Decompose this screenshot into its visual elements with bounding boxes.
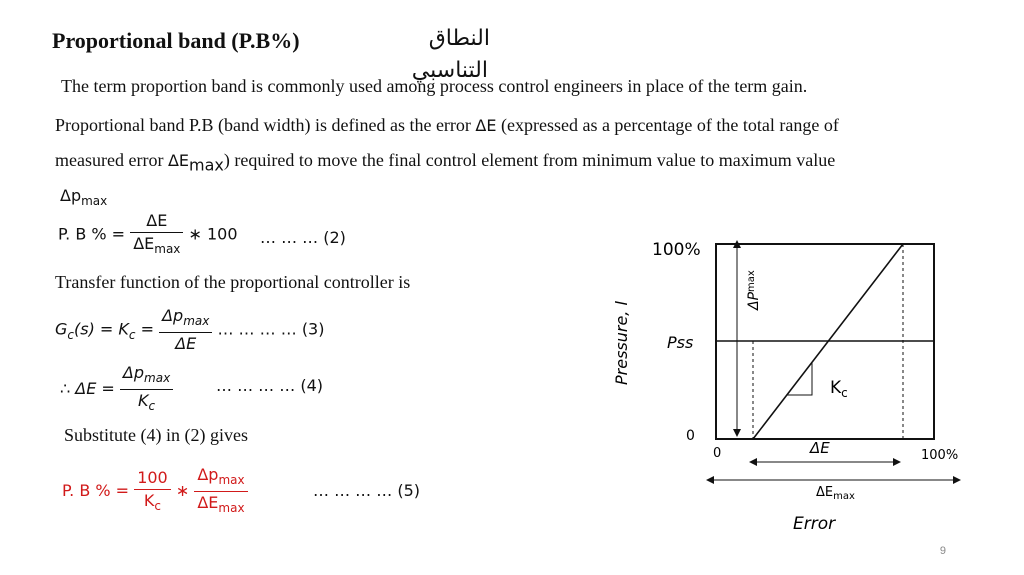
eq2-fraction	[130, 210, 183, 260]
eq5-f1-denominator	[134, 490, 171, 517]
subscript: max	[218, 473, 245, 488]
definition-text: Proportional band P.B (band width) is defined as the error	[55, 115, 476, 135]
equation-2	[58, 210, 238, 260]
eq5-fraction-1	[134, 467, 171, 517]
substitute-text: Substitute (4) in (2) gives	[64, 425, 248, 445]
definition-line-3	[60, 186, 107, 208]
eq2-denominator	[130, 233, 183, 260]
eq5-fraction-2	[194, 464, 247, 519]
subscript: max	[81, 194, 108, 209]
transfer-text: Transfer function of the proportional controller is	[55, 272, 411, 292]
eq5-f2-denominator	[194, 492, 247, 519]
subscript: max	[144, 371, 171, 386]
equation-4	[60, 362, 173, 417]
dp-max-label	[746, 270, 762, 311]
slope-label	[830, 378, 848, 400]
y-top-label: 100%	[652, 240, 701, 260]
de-max-symbol: ΔE	[816, 485, 834, 500]
subscript: c	[154, 498, 162, 513]
subscript: max	[189, 155, 224, 175]
subscript: c	[67, 327, 75, 342]
eq4-reference: … … … … (4)	[216, 376, 324, 395]
eq3-denominator: ΔE	[175, 334, 197, 354]
eq3-equals: =	[135, 319, 155, 339]
eq2-reference: … … … (2)	[260, 228, 346, 247]
eq5-f1-den-symbol: K	[143, 490, 155, 510]
delta-e-symbol: ΔE	[475, 116, 497, 135]
eq4-numerator	[120, 362, 173, 390]
y-mid-label: Pss	[667, 333, 694, 352]
proportional-band-graph	[600, 230, 980, 550]
eq5-multiplier: ∗	[175, 481, 190, 501]
eq4-lhs: ΔE =	[75, 379, 115, 399]
arabic-title-line1: النطاق	[428, 26, 490, 51]
slope-symbol: K	[830, 378, 842, 398]
eq5-f2-numerator	[194, 464, 247, 492]
definition-text: measured error	[55, 150, 168, 170]
therefore-symbol: ∴	[60, 379, 71, 399]
eq2-den-symbol: ΔE	[133, 234, 155, 253]
x-axis-title: Error	[793, 514, 836, 534]
eq3-reference: … … … … (3)	[217, 319, 325, 339]
eq5-f2-num-symbol: Δp	[197, 465, 219, 484]
eq3-fraction	[159, 305, 212, 355]
eq4-denominator	[120, 390, 173, 417]
eq5-reference: … … … … (5)	[313, 481, 421, 500]
de-max-sub: max	[833, 491, 855, 502]
eq2-lhs: P. B % =	[58, 224, 126, 244]
eq4-num-symbol: Δp	[122, 363, 145, 382]
eq5-f2-den-symbol: ΔE	[197, 493, 219, 513]
definition-text: (expressed as a percentage of the total range of	[496, 115, 839, 135]
arabic-title-line2: التناسبي	[411, 58, 488, 83]
de-max-label	[816, 485, 855, 502]
eq4-fraction	[120, 362, 173, 417]
eq4-den-symbol: K	[138, 391, 149, 411]
dp-symbol: ΔP	[746, 291, 762, 310]
subscript: c	[128, 327, 136, 342]
eq5-lhs: P. B % =	[62, 481, 130, 501]
x-end-label: 100%	[921, 448, 959, 463]
eq3-arg: (s) = K	[74, 319, 129, 339]
definition-text: ) required to move the final control element from minimum value to maximum value	[223, 150, 836, 170]
subscript: c	[148, 399, 156, 414]
subscript: max	[183, 314, 210, 329]
y-axis-title: Pressure, l	[612, 301, 631, 385]
de-label: ΔE	[810, 439, 830, 457]
eq3-g: G	[55, 319, 68, 339]
subscript: max	[154, 242, 181, 257]
equation-3	[55, 305, 324, 355]
y-zero-label: 0	[686, 428, 695, 444]
page-number: 9	[939, 545, 946, 557]
intro-text: The term proportion band is commonly used among process control engineers in place of the term gain.	[61, 76, 808, 96]
eq5-f1-numerator: 100	[134, 467, 171, 490]
x-zero-label: 0	[713, 446, 722, 461]
delta-p-max-symbol: Δp	[60, 186, 82, 205]
subscript: max	[218, 501, 245, 516]
eq3-numerator	[159, 305, 212, 333]
definition-line-2	[55, 150, 835, 175]
definition-line-1	[55, 115, 839, 136]
eq2-multiplier: ∗ 100	[188, 224, 238, 244]
delta-e-max-symbol: ΔE	[167, 151, 190, 170]
slope-sub: c	[841, 386, 848, 400]
eq2-numerator: ΔE	[130, 210, 183, 233]
dp-sub: max	[746, 270, 757, 292]
equation-5	[62, 464, 248, 519]
eq3-num-symbol: Δp	[162, 306, 184, 325]
slide-title: Proportional band (P.B%)	[52, 28, 300, 53]
